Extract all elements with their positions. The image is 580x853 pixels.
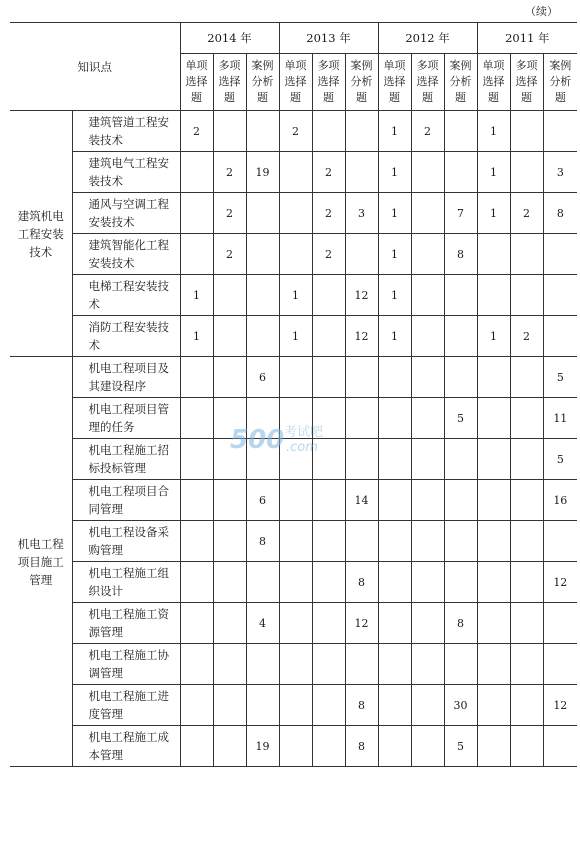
- question-type-line: 题: [422, 91, 434, 104]
- value-cell: 12: [543, 562, 577, 603]
- value-cell: 2: [213, 152, 246, 193]
- value-cell: [477, 603, 510, 644]
- value-cell: [477, 521, 510, 562]
- value-cell: [180, 480, 213, 521]
- value-cell: [180, 152, 213, 193]
- value-cell: [246, 685, 279, 726]
- value-cell: [180, 521, 213, 562]
- value-cell: [345, 111, 378, 152]
- value-cell: 7: [444, 193, 477, 234]
- value-cell: [279, 480, 312, 521]
- value-cell: [510, 111, 543, 152]
- value-cell: [279, 193, 312, 234]
- value-cell: 8: [345, 685, 378, 726]
- question-type-line: 多项: [317, 59, 340, 72]
- question-type-line: 题: [224, 91, 235, 104]
- value-cell: [180, 439, 213, 480]
- question-type-header: [180, 54, 213, 111]
- value-cell: [543, 275, 577, 316]
- question-type-line: 单项: [284, 59, 307, 72]
- value-cell: [510, 644, 543, 685]
- value-cell: 30: [444, 685, 477, 726]
- value-cell: [213, 275, 246, 316]
- question-type-line: 题: [191, 91, 202, 104]
- value-cell: 8: [543, 193, 577, 234]
- question-type-line: 题: [356, 91, 368, 104]
- value-cell: [279, 521, 312, 562]
- value-cell: [180, 398, 213, 439]
- value-cell: 1: [279, 275, 312, 316]
- value-cell: [378, 398, 411, 439]
- continued-label: （续）: [525, 5, 558, 18]
- value-cell: [312, 685, 345, 726]
- value-cell: 2: [312, 234, 345, 275]
- value-cell: [510, 234, 543, 275]
- value-cell: [477, 275, 510, 316]
- question-type-line: 选择: [482, 75, 505, 88]
- value-cell: [477, 562, 510, 603]
- value-cell: [444, 111, 477, 152]
- value-cell: [246, 439, 279, 480]
- year-header: 2013 年: [279, 23, 378, 54]
- value-cell: [444, 521, 477, 562]
- value-cell: [411, 644, 444, 685]
- value-cell: [378, 726, 411, 767]
- value-cell: 3: [543, 152, 577, 193]
- value-cell: 14: [345, 480, 378, 521]
- value-cell: [543, 726, 577, 767]
- value-cell: [411, 603, 444, 644]
- watermark-domain: .com: [286, 440, 318, 455]
- question-type-header: [378, 54, 411, 111]
- value-cell: 2: [510, 193, 543, 234]
- question-type-line: 题: [521, 91, 533, 104]
- value-cell: [213, 111, 246, 152]
- question-type-header: [510, 54, 543, 111]
- value-cell: [345, 234, 378, 275]
- value-cell: 1: [180, 316, 213, 357]
- value-cell: [246, 275, 279, 316]
- value-cell: [411, 193, 444, 234]
- table-row: [10, 357, 577, 398]
- value-cell: 2: [411, 111, 444, 152]
- topic-cell: 机电工程施工资源管理: [72, 603, 180, 644]
- value-cell: 5: [543, 357, 577, 398]
- value-cell: 1: [378, 234, 411, 275]
- question-type-line: 选择: [218, 75, 241, 88]
- value-cell: [444, 152, 477, 193]
- value-cell: [510, 152, 543, 193]
- value-cell: 1: [279, 316, 312, 357]
- value-cell: 1: [378, 193, 411, 234]
- value-cell: [543, 644, 577, 685]
- question-type-line: 案例: [251, 59, 274, 72]
- value-cell: 8: [345, 562, 378, 603]
- value-cell: 4: [246, 603, 279, 644]
- value-cell: [378, 521, 411, 562]
- value-cell: [345, 521, 378, 562]
- topic-cell: 电梯工程安装技术: [72, 275, 180, 316]
- topic-cell: 机电工程项目管理的任务: [72, 398, 180, 439]
- question-type-line: 题: [257, 91, 268, 104]
- year-header-row: [10, 23, 577, 54]
- table-row: [10, 152, 577, 193]
- knowledge-point-table: [10, 22, 577, 767]
- value-cell: 2: [213, 193, 246, 234]
- value-cell: [246, 111, 279, 152]
- table-row: [10, 726, 577, 767]
- value-cell: [213, 439, 246, 480]
- value-cell: [411, 398, 444, 439]
- value-cell: [510, 480, 543, 521]
- value-cell: [477, 685, 510, 726]
- value-cell: [411, 439, 444, 480]
- value-cell: [378, 603, 411, 644]
- value-cell: [510, 726, 543, 767]
- value-cell: [312, 562, 345, 603]
- question-type-line: 分析: [449, 75, 472, 88]
- value-cell: [213, 357, 246, 398]
- value-cell: [477, 480, 510, 521]
- value-cell: 1: [378, 111, 411, 152]
- value-cell: [378, 480, 411, 521]
- table-row: [10, 644, 577, 685]
- value-cell: [411, 685, 444, 726]
- question-type-header: [477, 54, 510, 111]
- value-cell: [411, 275, 444, 316]
- table-row: [10, 193, 577, 234]
- value-cell: [543, 603, 577, 644]
- category-cell: 建筑机电工程安装技术: [10, 111, 72, 357]
- question-type-line: 题: [323, 91, 335, 104]
- value-cell: [246, 398, 279, 439]
- question-type-line: 分析: [350, 75, 373, 88]
- topic-cell: 机电工程项目合同管理: [72, 480, 180, 521]
- question-type-line: 题: [290, 91, 302, 104]
- value-cell: 6: [246, 357, 279, 398]
- value-cell: [411, 521, 444, 562]
- question-type-header: [312, 54, 345, 111]
- value-cell: 12: [345, 603, 378, 644]
- knowledge-point-header: 知识点: [10, 23, 180, 111]
- value-cell: 1: [378, 316, 411, 357]
- table-row: [10, 234, 577, 275]
- value-cell: [312, 316, 345, 357]
- value-cell: [213, 726, 246, 767]
- value-cell: 5: [444, 398, 477, 439]
- table-row: [10, 685, 577, 726]
- value-cell: [312, 111, 345, 152]
- value-cell: [411, 316, 444, 357]
- value-cell: [180, 193, 213, 234]
- value-cell: 8: [345, 726, 378, 767]
- value-cell: [312, 644, 345, 685]
- watermark-text: 考试吧: [284, 425, 324, 440]
- question-type-line: 分析: [549, 75, 572, 88]
- value-cell: 1: [378, 152, 411, 193]
- value-cell: 2: [213, 234, 246, 275]
- value-cell: [378, 562, 411, 603]
- value-cell: [180, 234, 213, 275]
- value-cell: [543, 111, 577, 152]
- question-type-line: 选择: [317, 75, 340, 88]
- value-cell: [477, 234, 510, 275]
- question-type-header: [345, 54, 378, 111]
- question-type-line: 单项: [185, 59, 208, 72]
- value-cell: 8: [246, 521, 279, 562]
- question-type-line: 题: [488, 91, 500, 104]
- topic-cell: 建筑电气工程安装技术: [72, 152, 180, 193]
- question-type-line: 案例: [449, 59, 472, 72]
- value-cell: [411, 357, 444, 398]
- topic-cell: 机电工程项目及其建设程序: [72, 357, 180, 398]
- topic-cell: 机电工程施工招标投标管理: [72, 439, 180, 480]
- value-cell: [543, 234, 577, 275]
- value-cell: [180, 562, 213, 603]
- question-type-header: [213, 54, 246, 111]
- question-type-line: 案例: [549, 59, 572, 72]
- value-cell: [378, 685, 411, 726]
- value-cell: [180, 603, 213, 644]
- value-cell: [246, 644, 279, 685]
- value-cell: [444, 644, 477, 685]
- value-cell: 11: [543, 398, 577, 439]
- question-type-line: 选择: [185, 75, 208, 88]
- value-cell: 1: [477, 193, 510, 234]
- topic-cell: 机电工程施工协调管理: [72, 644, 180, 685]
- value-cell: 2: [312, 152, 345, 193]
- value-cell: 2: [180, 111, 213, 152]
- table-row: [10, 275, 577, 316]
- value-cell: [444, 562, 477, 603]
- question-type-line: 单项: [482, 59, 505, 72]
- value-cell: [180, 644, 213, 685]
- value-cell: [312, 275, 345, 316]
- question-type-header: [543, 54, 577, 111]
- value-cell: [378, 357, 411, 398]
- value-cell: [279, 152, 312, 193]
- value-cell: [411, 726, 444, 767]
- value-cell: [444, 439, 477, 480]
- value-cell: [411, 562, 444, 603]
- value-cell: [444, 357, 477, 398]
- question-type-line: 题: [554, 91, 566, 104]
- value-cell: [246, 193, 279, 234]
- value-cell: [279, 603, 312, 644]
- question-type-line: 选择: [515, 75, 538, 88]
- value-cell: [312, 439, 345, 480]
- value-cell: [378, 644, 411, 685]
- table-row: [10, 398, 577, 439]
- value-cell: [312, 603, 345, 644]
- value-cell: [312, 480, 345, 521]
- table-header: [10, 23, 577, 111]
- table-row: [10, 603, 577, 644]
- value-cell: [477, 357, 510, 398]
- value-cell: 1: [378, 275, 411, 316]
- value-cell: [213, 562, 246, 603]
- value-cell: [180, 357, 213, 398]
- value-cell: [477, 398, 510, 439]
- question-type-header: [411, 54, 444, 111]
- question-type-line: 分析: [251, 75, 274, 88]
- value-cell: 1: [477, 152, 510, 193]
- value-cell: [477, 644, 510, 685]
- value-cell: 8: [444, 603, 477, 644]
- value-cell: [180, 726, 213, 767]
- value-cell: [444, 480, 477, 521]
- value-cell: [312, 726, 345, 767]
- topic-cell: 机电工程施工组织设计: [72, 562, 180, 603]
- value-cell: 6: [246, 480, 279, 521]
- value-cell: [246, 316, 279, 357]
- value-cell: 5: [444, 726, 477, 767]
- question-type-line: 单项: [383, 59, 406, 72]
- year-header: 2012 年: [378, 23, 477, 54]
- question-type-header: [444, 54, 477, 111]
- question-type-line: 案例: [350, 59, 373, 72]
- value-cell: [246, 562, 279, 603]
- value-cell: [213, 521, 246, 562]
- value-cell: [510, 562, 543, 603]
- value-cell: [279, 398, 312, 439]
- value-cell: [279, 685, 312, 726]
- value-cell: [279, 357, 312, 398]
- table-row: [10, 111, 577, 152]
- value-cell: [213, 685, 246, 726]
- topic-cell: 消防工程安装技术: [72, 316, 180, 357]
- value-cell: [378, 439, 411, 480]
- question-type-header: [279, 54, 312, 111]
- value-cell: [444, 316, 477, 357]
- value-cell: 1: [477, 316, 510, 357]
- question-type-line: 题: [389, 91, 401, 104]
- value-cell: [279, 234, 312, 275]
- question-type-line: 选择: [383, 75, 406, 88]
- value-cell: [411, 234, 444, 275]
- value-cell: [213, 316, 246, 357]
- value-cell: [213, 603, 246, 644]
- table-row: [10, 562, 577, 603]
- topic-cell: 机电工程施工进度管理: [72, 685, 180, 726]
- category-cell: 机电工程项目施工管理: [10, 357, 72, 767]
- value-cell: [510, 398, 543, 439]
- value-cell: [312, 357, 345, 398]
- value-cell: [246, 234, 279, 275]
- value-cell: [345, 398, 378, 439]
- value-cell: [510, 357, 543, 398]
- value-cell: 8: [444, 234, 477, 275]
- topic-cell: 机电工程设备采购管理: [72, 521, 180, 562]
- value-cell: [510, 439, 543, 480]
- value-cell: [345, 644, 378, 685]
- value-cell: [312, 521, 345, 562]
- value-cell: 2: [279, 111, 312, 152]
- value-cell: [510, 685, 543, 726]
- value-cell: 12: [543, 685, 577, 726]
- value-cell: [411, 480, 444, 521]
- value-cell: 19: [246, 152, 279, 193]
- question-type-line: 多项: [416, 59, 439, 72]
- value-cell: [312, 398, 345, 439]
- value-cell: 1: [477, 111, 510, 152]
- value-cell: 16: [543, 480, 577, 521]
- topic-cell: 通风与空调工程安装技术: [72, 193, 180, 234]
- watermark-number: 500: [230, 425, 285, 455]
- question-type-header: [246, 54, 279, 111]
- value-cell: [279, 439, 312, 480]
- value-cell: [345, 439, 378, 480]
- table-row: [10, 480, 577, 521]
- year-header: 2014 年: [180, 23, 279, 54]
- table-row: [10, 521, 577, 562]
- value-cell: [213, 644, 246, 685]
- question-type-line: 选择: [284, 75, 307, 88]
- question-type-line: 多项: [515, 59, 538, 72]
- value-cell: [543, 521, 577, 562]
- table-body: [10, 111, 577, 767]
- question-type-line: 题: [455, 91, 467, 104]
- topic-cell: 建筑智能化工程安装技术: [72, 234, 180, 275]
- value-cell: 12: [345, 275, 378, 316]
- value-cell: [510, 603, 543, 644]
- value-cell: [510, 275, 543, 316]
- value-cell: 19: [246, 726, 279, 767]
- year-header: 2011 年: [477, 23, 577, 54]
- value-cell: [213, 398, 246, 439]
- value-cell: [279, 726, 312, 767]
- value-cell: [180, 685, 213, 726]
- value-cell: [279, 644, 312, 685]
- value-cell: [477, 439, 510, 480]
- table-row: [10, 439, 577, 480]
- value-cell: 2: [312, 193, 345, 234]
- value-cell: [345, 357, 378, 398]
- value-cell: [510, 521, 543, 562]
- value-cell: [345, 152, 378, 193]
- value-cell: [444, 275, 477, 316]
- question-type-line: 多项: [218, 59, 241, 72]
- value-cell: 5: [543, 439, 577, 480]
- value-cell: [279, 562, 312, 603]
- topic-cell: 机电工程施工成本管理: [72, 726, 180, 767]
- value-cell: [477, 726, 510, 767]
- table-row: [10, 316, 577, 357]
- value-cell: 2: [510, 316, 543, 357]
- value-cell: [411, 152, 444, 193]
- value-cell: [213, 480, 246, 521]
- topic-cell: 建筑管道工程安装技术: [72, 111, 180, 152]
- value-cell: 12: [345, 316, 378, 357]
- value-cell: [543, 316, 577, 357]
- value-cell: 3: [345, 193, 378, 234]
- value-cell: 1: [180, 275, 213, 316]
- question-type-line: 选择: [416, 75, 439, 88]
